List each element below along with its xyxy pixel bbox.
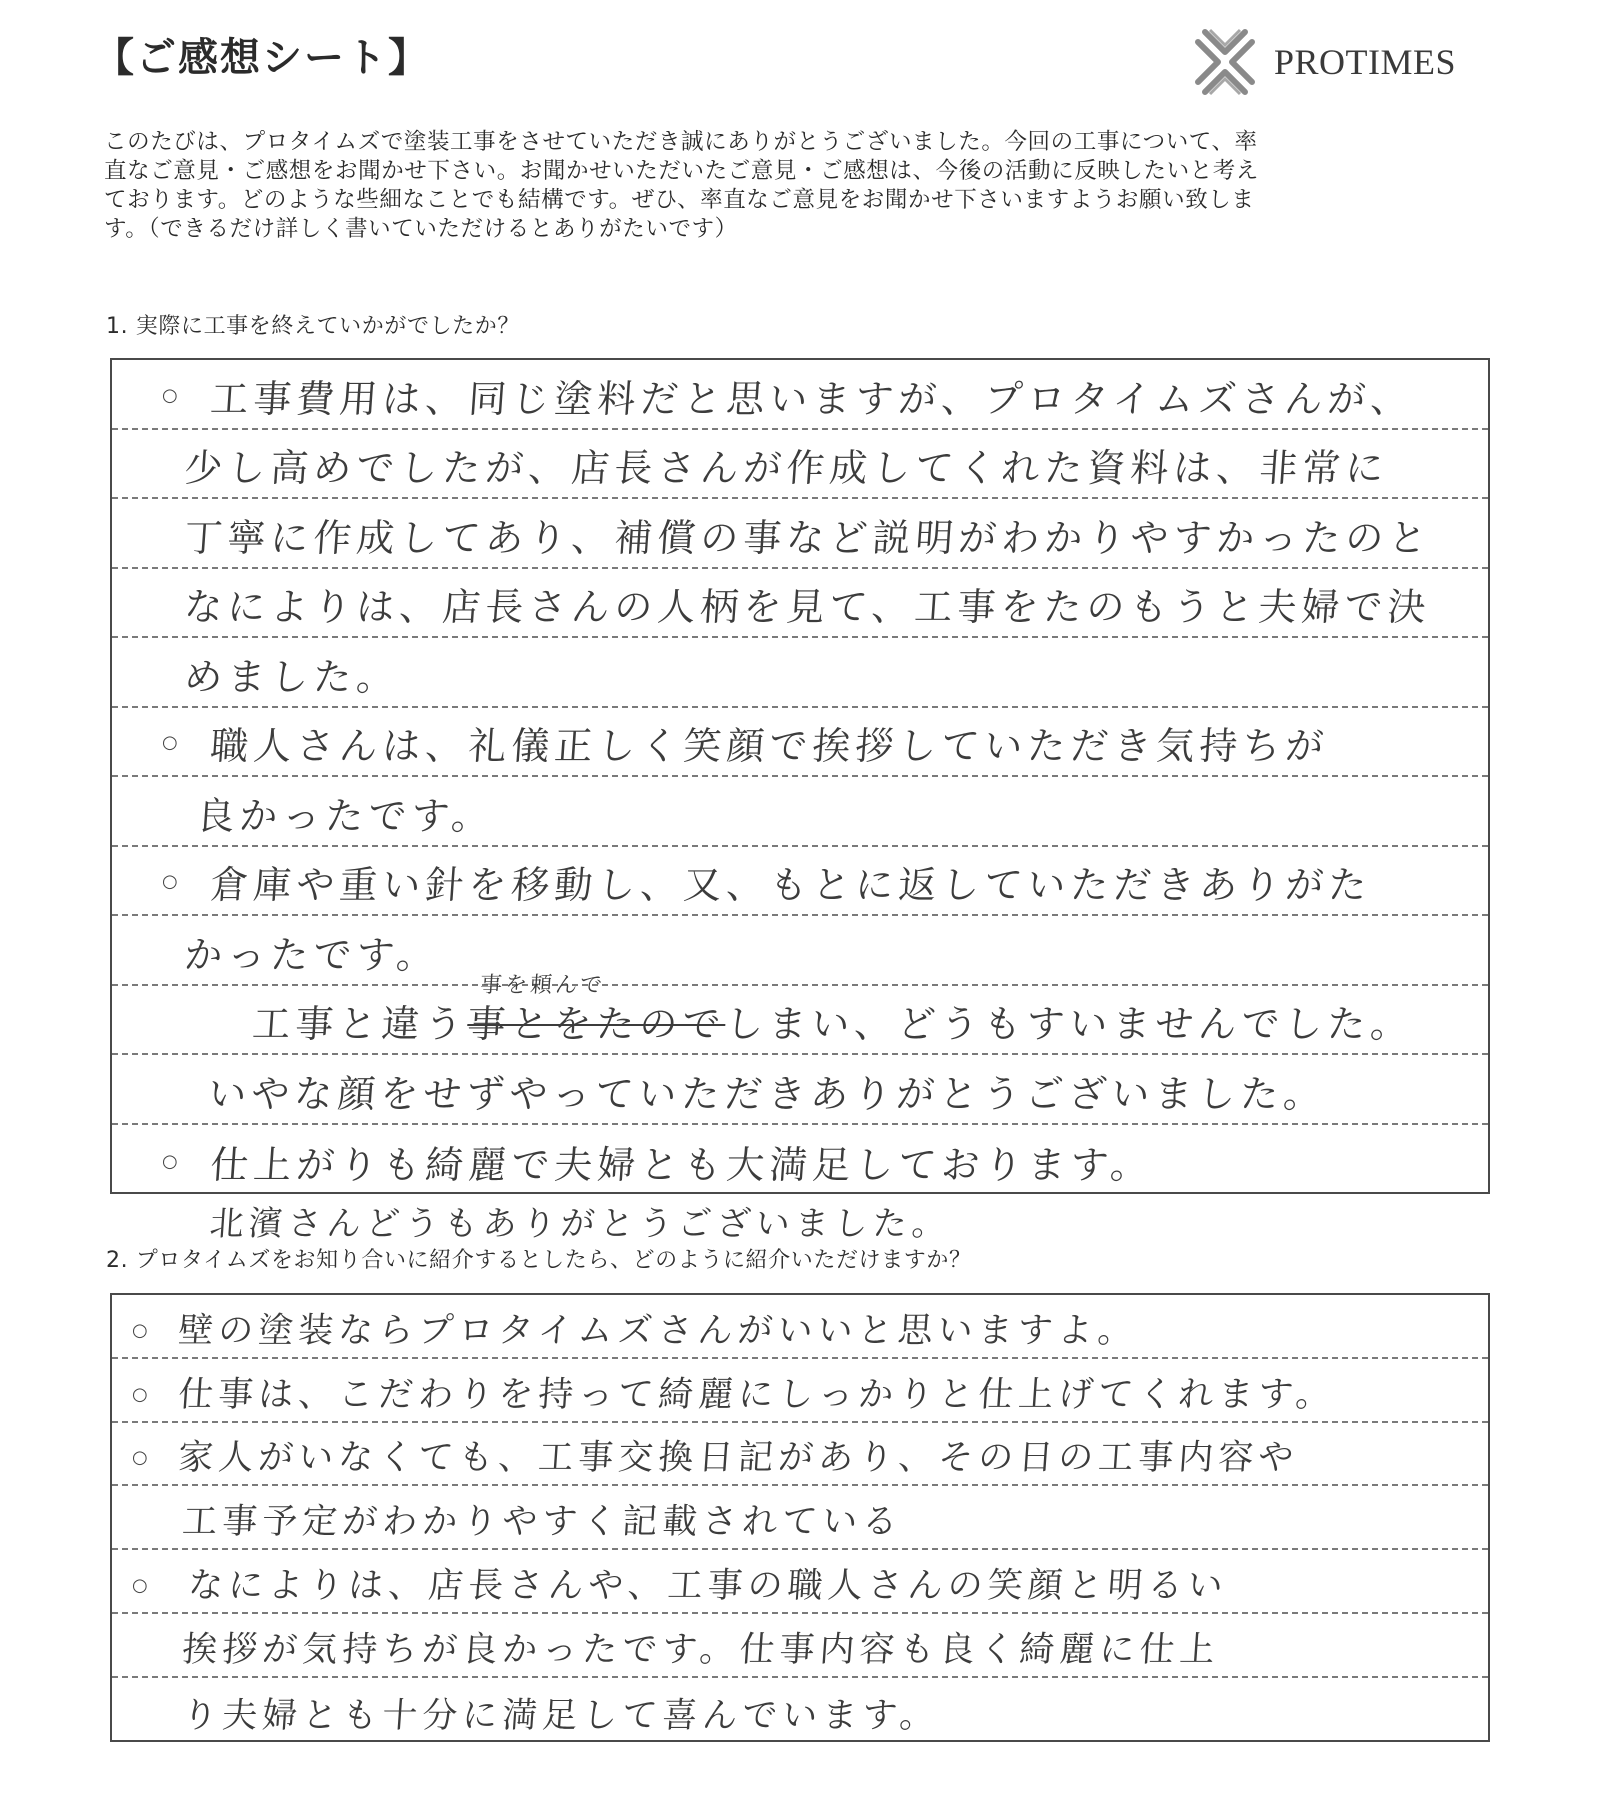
answer-row: [112, 1125, 1488, 1195]
handwritten-text: 工事費用は、同じ塗料だと思いますが、プロタイムズさんが、: [208, 376, 1416, 421]
handwritten-text: なによりは、店長さんの人柄を見て、工事をたのもうと夫婦で決: [182, 585, 1433, 629]
answer-row: [112, 499, 1488, 569]
bullet-mark: ○: [162, 1151, 178, 1172]
correction-group: [465, 973, 727, 1046]
bullet-mark: ○: [132, 1319, 148, 1341]
handwritten-text: 職人さんは、礼儀正しく笑顔で挨拶していただき気持ちが: [208, 724, 1330, 768]
handwritten-text: かったです。: [182, 932, 441, 977]
answer-row: [112, 1055, 1488, 1125]
handwritten-text: 仕上がりも綺麗で夫婦とも大満足しております。: [208, 1143, 1155, 1187]
handwritten-text: 挨拶が気持ちが良かったです。仕事内容も良く綺麗に仕上: [180, 1629, 1221, 1670]
bullet-mark: ○: [132, 1383, 148, 1405]
intro-paragraph: [104, 128, 1494, 244]
handwritten-text: 倉庫や重い針を移動し、又、もとに返していただきありがた: [208, 863, 1373, 907]
answer-row: [112, 1423, 1488, 1487]
inserted-correction: 事を頼んで: [479, 973, 606, 998]
answer-row: [112, 430, 1488, 500]
answer-row-with-correction: [112, 973, 1488, 1056]
bullet-mark: ○: [162, 871, 178, 892]
answer-box-2: [110, 1293, 1490, 1742]
answer-row: [112, 638, 1488, 708]
answer-row: [112, 360, 1488, 430]
answer-row: [112, 1486, 1488, 1550]
question-1-label: 1. 実際に工事を終えていかがでしたか？: [106, 314, 520, 339]
handwritten-text: なによりは、店長さんや、工事の職人さんの笑顔と明るい: [186, 1565, 1230, 1606]
text-after-correction: しまい、どうもすいませんでした。: [723, 1002, 1415, 1046]
handwritten-text: 仕事は、こだわりを持って綺麗にしっかりと仕上げてくれます。: [176, 1374, 1337, 1415]
handwritten-text: 家人がいなくても、工事交換日記があり、その日の工事内容や: [176, 1438, 1300, 1479]
handwritten-text: 少し高めでしたが、店長さんが作成してくれた資料は、非常に: [182, 446, 1390, 490]
answer-box-1: [110, 358, 1490, 1194]
bullet-mark: ○: [162, 384, 178, 406]
handwritten-text: いやな顔をせずやっていただきありがとうございました。: [206, 1071, 1328, 1116]
sheet-title: 【ご感想シート】: [94, 35, 430, 81]
bullet-mark: ○: [132, 1447, 148, 1469]
handwritten-text: めました。: [182, 654, 401, 699]
bullet-mark: ○: [162, 732, 178, 753]
handwritten-text: [250, 973, 1415, 1053]
answer-row: [112, 916, 1488, 986]
handwritten-text: 丁寧に作成してあり、補償の事など説明がわかりやすかったのと: [182, 515, 1433, 560]
handwritten-text: 工事予定がわかりやすく記載されている: [180, 1502, 904, 1543]
struck-text: 事とをたので: [465, 1002, 727, 1046]
handwritten-text: 良かったです。: [194, 793, 496, 838]
intro-line: このたびは、プロタイムズで塗装工事をさせていただき誠にありがとうございました。今回の工事について、率: [104, 129, 1258, 155]
answer-row: [112, 847, 1488, 917]
handwritten-text: 壁の塗装ならプロタイムズさんがいいと思いますよ。: [176, 1310, 1140, 1351]
logo-text: PROTIMES: [1274, 42, 1457, 82]
intro-line: す。（できるだけ詳しく書いていただけるとありがたいです）: [104, 216, 738, 242]
question-2-label: 2. プロタイムズをお知り合いに紹介するとしたら、どのように紹介いただけますか？: [106, 1248, 972, 1273]
protimes-logo-icon: [1180, 22, 1270, 102]
answer-row: [112, 708, 1488, 778]
intro-line: 直なご意見・ご感想をお聞かせ下さい。お聞かせいただいたご意見・ご感想は、今後の活動に反映したいと考え: [104, 158, 1260, 184]
answer-row: [112, 1678, 1488, 1742]
protimes-logo: [1180, 22, 1456, 102]
text-before-correction: 工事と違う: [250, 1002, 469, 1046]
handwritten-text: り夫婦とも十分に満足して喜んでいます。: [180, 1695, 941, 1736]
intro-line: ております。どのような些細なことでも結構です。ぜひ、率直なご意見をお聞かせ下さいますようお願い致しま: [104, 187, 1255, 213]
answer-row: [112, 1550, 1488, 1614]
answer-row: [112, 777, 1488, 847]
bullet-mark: ○: [132, 1574, 148, 1596]
handwritten-note-outside-box: 北濱さんどうもありがとうございました。: [208, 1204, 953, 1244]
answer-row: [112, 1614, 1488, 1678]
answer-row: [112, 1295, 1488, 1359]
answer-row: [112, 1359, 1488, 1423]
answer-row: [112, 569, 1488, 639]
